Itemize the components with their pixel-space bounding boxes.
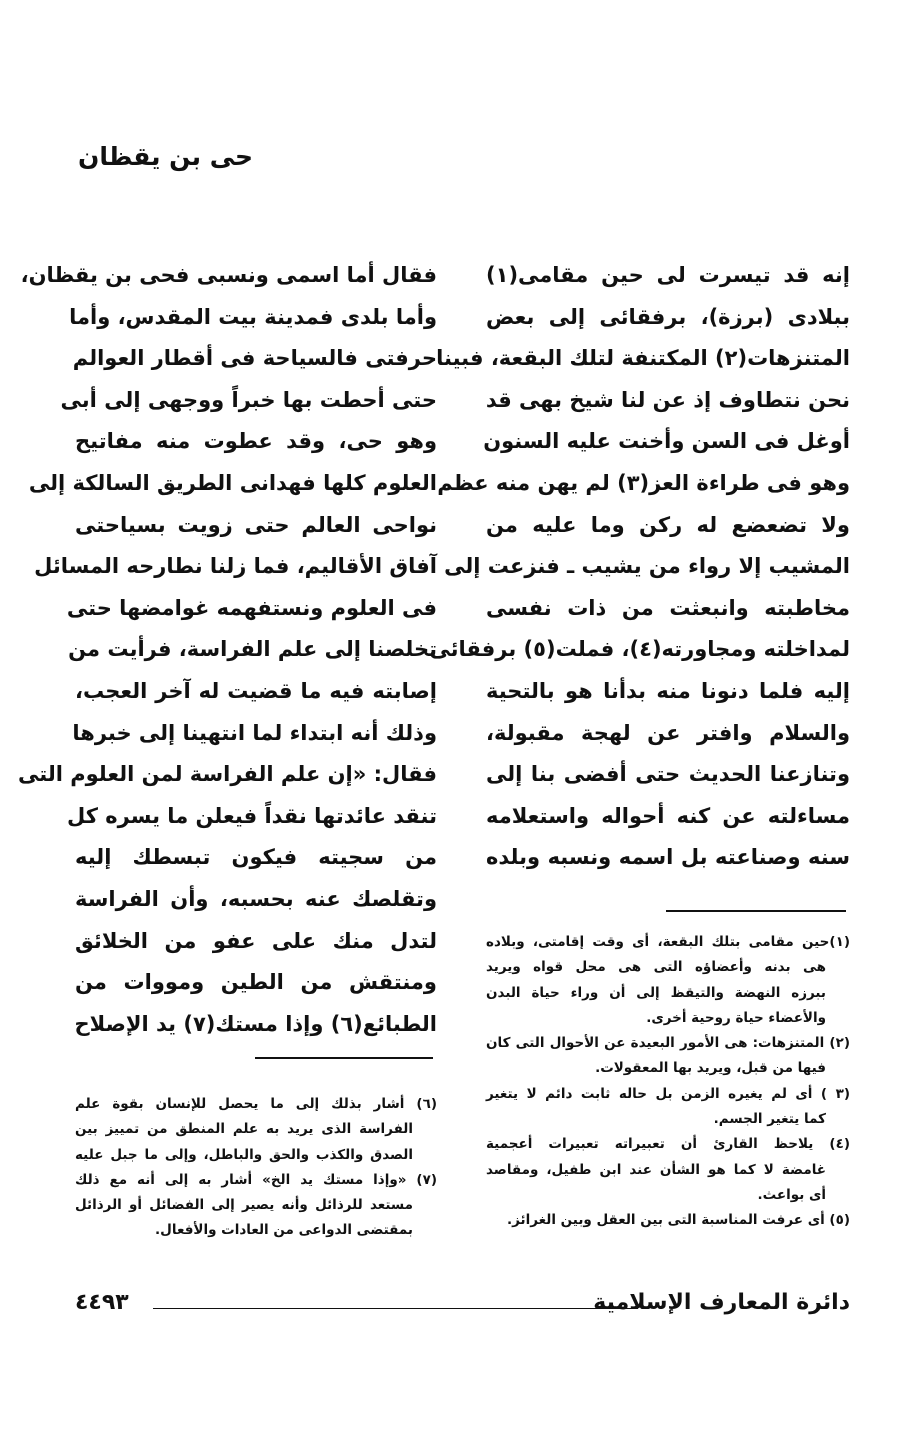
text-line: وأما بلدى فمدينة بيت المقدس، وأما bbox=[69, 304, 437, 329]
text-line: المشيب إلا رواء من يشيب ـ فنزعت إلى bbox=[444, 554, 850, 579]
text-line: مساءلته عن كنه أحواله واستعلامه bbox=[486, 803, 850, 828]
footnote-line: غامضة لا كما هو الشأن عند ابن طفيل، ومقاصد bbox=[486, 1161, 826, 1178]
text-line: من سجيته فيكون تبسطك إليه bbox=[75, 845, 437, 870]
text-line: وتقلصك عنه بحسبه، وأن الفراسة bbox=[75, 886, 437, 911]
text-line: فى العلوم ونستفهمه غوامضها حتى bbox=[66, 595, 437, 620]
footnote-line: (٥) أى عرفت المناسبة التى بين العقل وبين الغرائز. bbox=[507, 1212, 850, 1229]
text-line: وتنازعنا الحديث حتى أفضى بنا إلى bbox=[486, 762, 850, 787]
text-line: تنقد عائدتها نقداً فيعلن ما يسره كل bbox=[67, 803, 437, 828]
text-line: إنه قد تيسرت لى حين مقامى(١) bbox=[486, 263, 850, 287]
text-line: تخلصنا إلى علم الفراسة، فرأيت من bbox=[68, 637, 437, 662]
footnote-rule-right bbox=[666, 910, 846, 912]
text-line: نحن نتطاوف إذ عن لنا شيخ بهى قد bbox=[485, 387, 850, 412]
footnote-line: هى بدنه وأعضاؤه التى هى محل قواه ويريد bbox=[486, 959, 826, 976]
running-header: حى بن يقظان bbox=[78, 142, 254, 171]
footnote-line: فيها من قبل، ويريد بها المعقولات. bbox=[595, 1060, 826, 1077]
footnote-line: أى بواعث. bbox=[757, 1186, 826, 1203]
text-line: أوغل فى السن وأخنت عليه السنون bbox=[483, 429, 850, 454]
left-text-column bbox=[18, 255, 437, 1045]
text-line: فقال أما اسمى ونسبى فحى بن يقظان، bbox=[20, 263, 437, 287]
footnote-line: بمقتضى الدواعى من العادات والأفعال. bbox=[155, 1222, 413, 1239]
text-line: لتدل منك على عفو من الخلائق bbox=[75, 928, 437, 953]
text-line: الطبائع(٦) وإذا مستك(٧) يد الإصلاح bbox=[74, 1011, 437, 1036]
footnote-line: (٧) «وإذا مستك يد الخ» أشار به إلى أنه مع ذلك bbox=[75, 1171, 437, 1188]
text-line: فقال: «إن علم الفراسة لمن العلوم التى bbox=[18, 762, 437, 787]
text-line: العلوم كلها فهدانى الطريق السالكة إلى bbox=[28, 470, 437, 495]
text-line: ببلادى (برزة)، برفقائى إلى بعض bbox=[486, 304, 850, 329]
footnote-line: الفراسة الذى يريد به علم المنطق من تمييز بين bbox=[75, 1121, 413, 1138]
text-line: آفاق الأقاليم، فما زلنا نطارحه المسائل bbox=[34, 554, 437, 579]
footnote-line: (٣ ) أى لم يغيره الزمن بل حاله ثابت دائم لا يتغير bbox=[486, 1085, 850, 1102]
footnote-line: كما يتغير الجسم. bbox=[713, 1111, 826, 1128]
text-line: إليه فلما دنونا منه بدأنا هو بالتحية bbox=[486, 678, 850, 703]
text-line: ولا تضعضع له ركن وما عليه من bbox=[486, 512, 850, 537]
text-line: المتنزهات(٢) المكتنفة لتلك البقعة، فبينا bbox=[436, 346, 850, 371]
text-line: والسلام وافتر عن لهجة مقبولة، bbox=[486, 720, 850, 745]
text-line: حتى أحطت بها خبراً ووجهى إلى أبى bbox=[60, 387, 437, 412]
text-line: وذلك أنه ابتداء لما انتهينا إلى خبرها bbox=[72, 720, 437, 745]
text-line: ومنتقش من الطين ومووات من bbox=[75, 970, 437, 995]
text-line: نواحى العالم حتى زويت بسياحتى bbox=[75, 512, 437, 537]
footnote-line: (٢) المتنزهات: هى الأمور البعيدة عن الأحوال التى كان bbox=[486, 1035, 850, 1052]
text-line: إصابته فيه ما قضيت له آخر العجب، bbox=[75, 678, 437, 703]
right-text-column bbox=[429, 255, 850, 879]
footnotes-left bbox=[75, 1092, 437, 1244]
footer-rule bbox=[153, 1308, 638, 1309]
text-line: مخاطبته وانبعثت من ذات نفسى bbox=[486, 595, 850, 620]
page-footer bbox=[75, 1290, 850, 1324]
footnote-line: ببرزه النهضة والتيقظ إلى أن وراء حياة البدن bbox=[486, 984, 826, 1001]
text-line: سنه وصناعته بل اسمه ونسبه وبلده bbox=[486, 845, 850, 870]
footer-title: دائرة المعارف الإسلامية bbox=[593, 1290, 850, 1315]
footnote-line: (٤) يلاحظ القارئ أن تعبيراته تعبيرات أعجمية bbox=[486, 1136, 850, 1153]
text-line: حرفتى فالسياحة فى أقطار العوالم bbox=[72, 346, 437, 371]
footnote-rule-left bbox=[255, 1057, 433, 1059]
footnote-line: (١)حين مقامى بتلك البقعة، أى وقت إقامتى، وبلاده bbox=[486, 934, 850, 950]
text-line: وهو فى طراءة العز(٣) لم يهن منه عظم bbox=[437, 470, 850, 495]
footnote-line: مستعد للرذائل وأنه يصير إلى الفضائل أو الرذائل bbox=[75, 1197, 413, 1214]
footnotes-right bbox=[486, 930, 850, 1234]
footnote-line: الصدق والكذب والحق والباطل، وإلى ما جبل عليه bbox=[75, 1146, 413, 1163]
footnote-line: (٦) أشار بذلك إلى ما يحصل للإنسان بقوة علم bbox=[75, 1096, 437, 1112]
text-line: وهو حى، وقد عطوت منه مفاتيح bbox=[75, 429, 437, 454]
footnote-line: والأعضاء حياة روحية أخرى. bbox=[646, 1009, 826, 1026]
text-line: لمداخلته ومجاورته(٤)، فملت(٥) برفقائى bbox=[429, 637, 850, 662]
page-number: ٤٤٩٣ bbox=[75, 1290, 129, 1315]
